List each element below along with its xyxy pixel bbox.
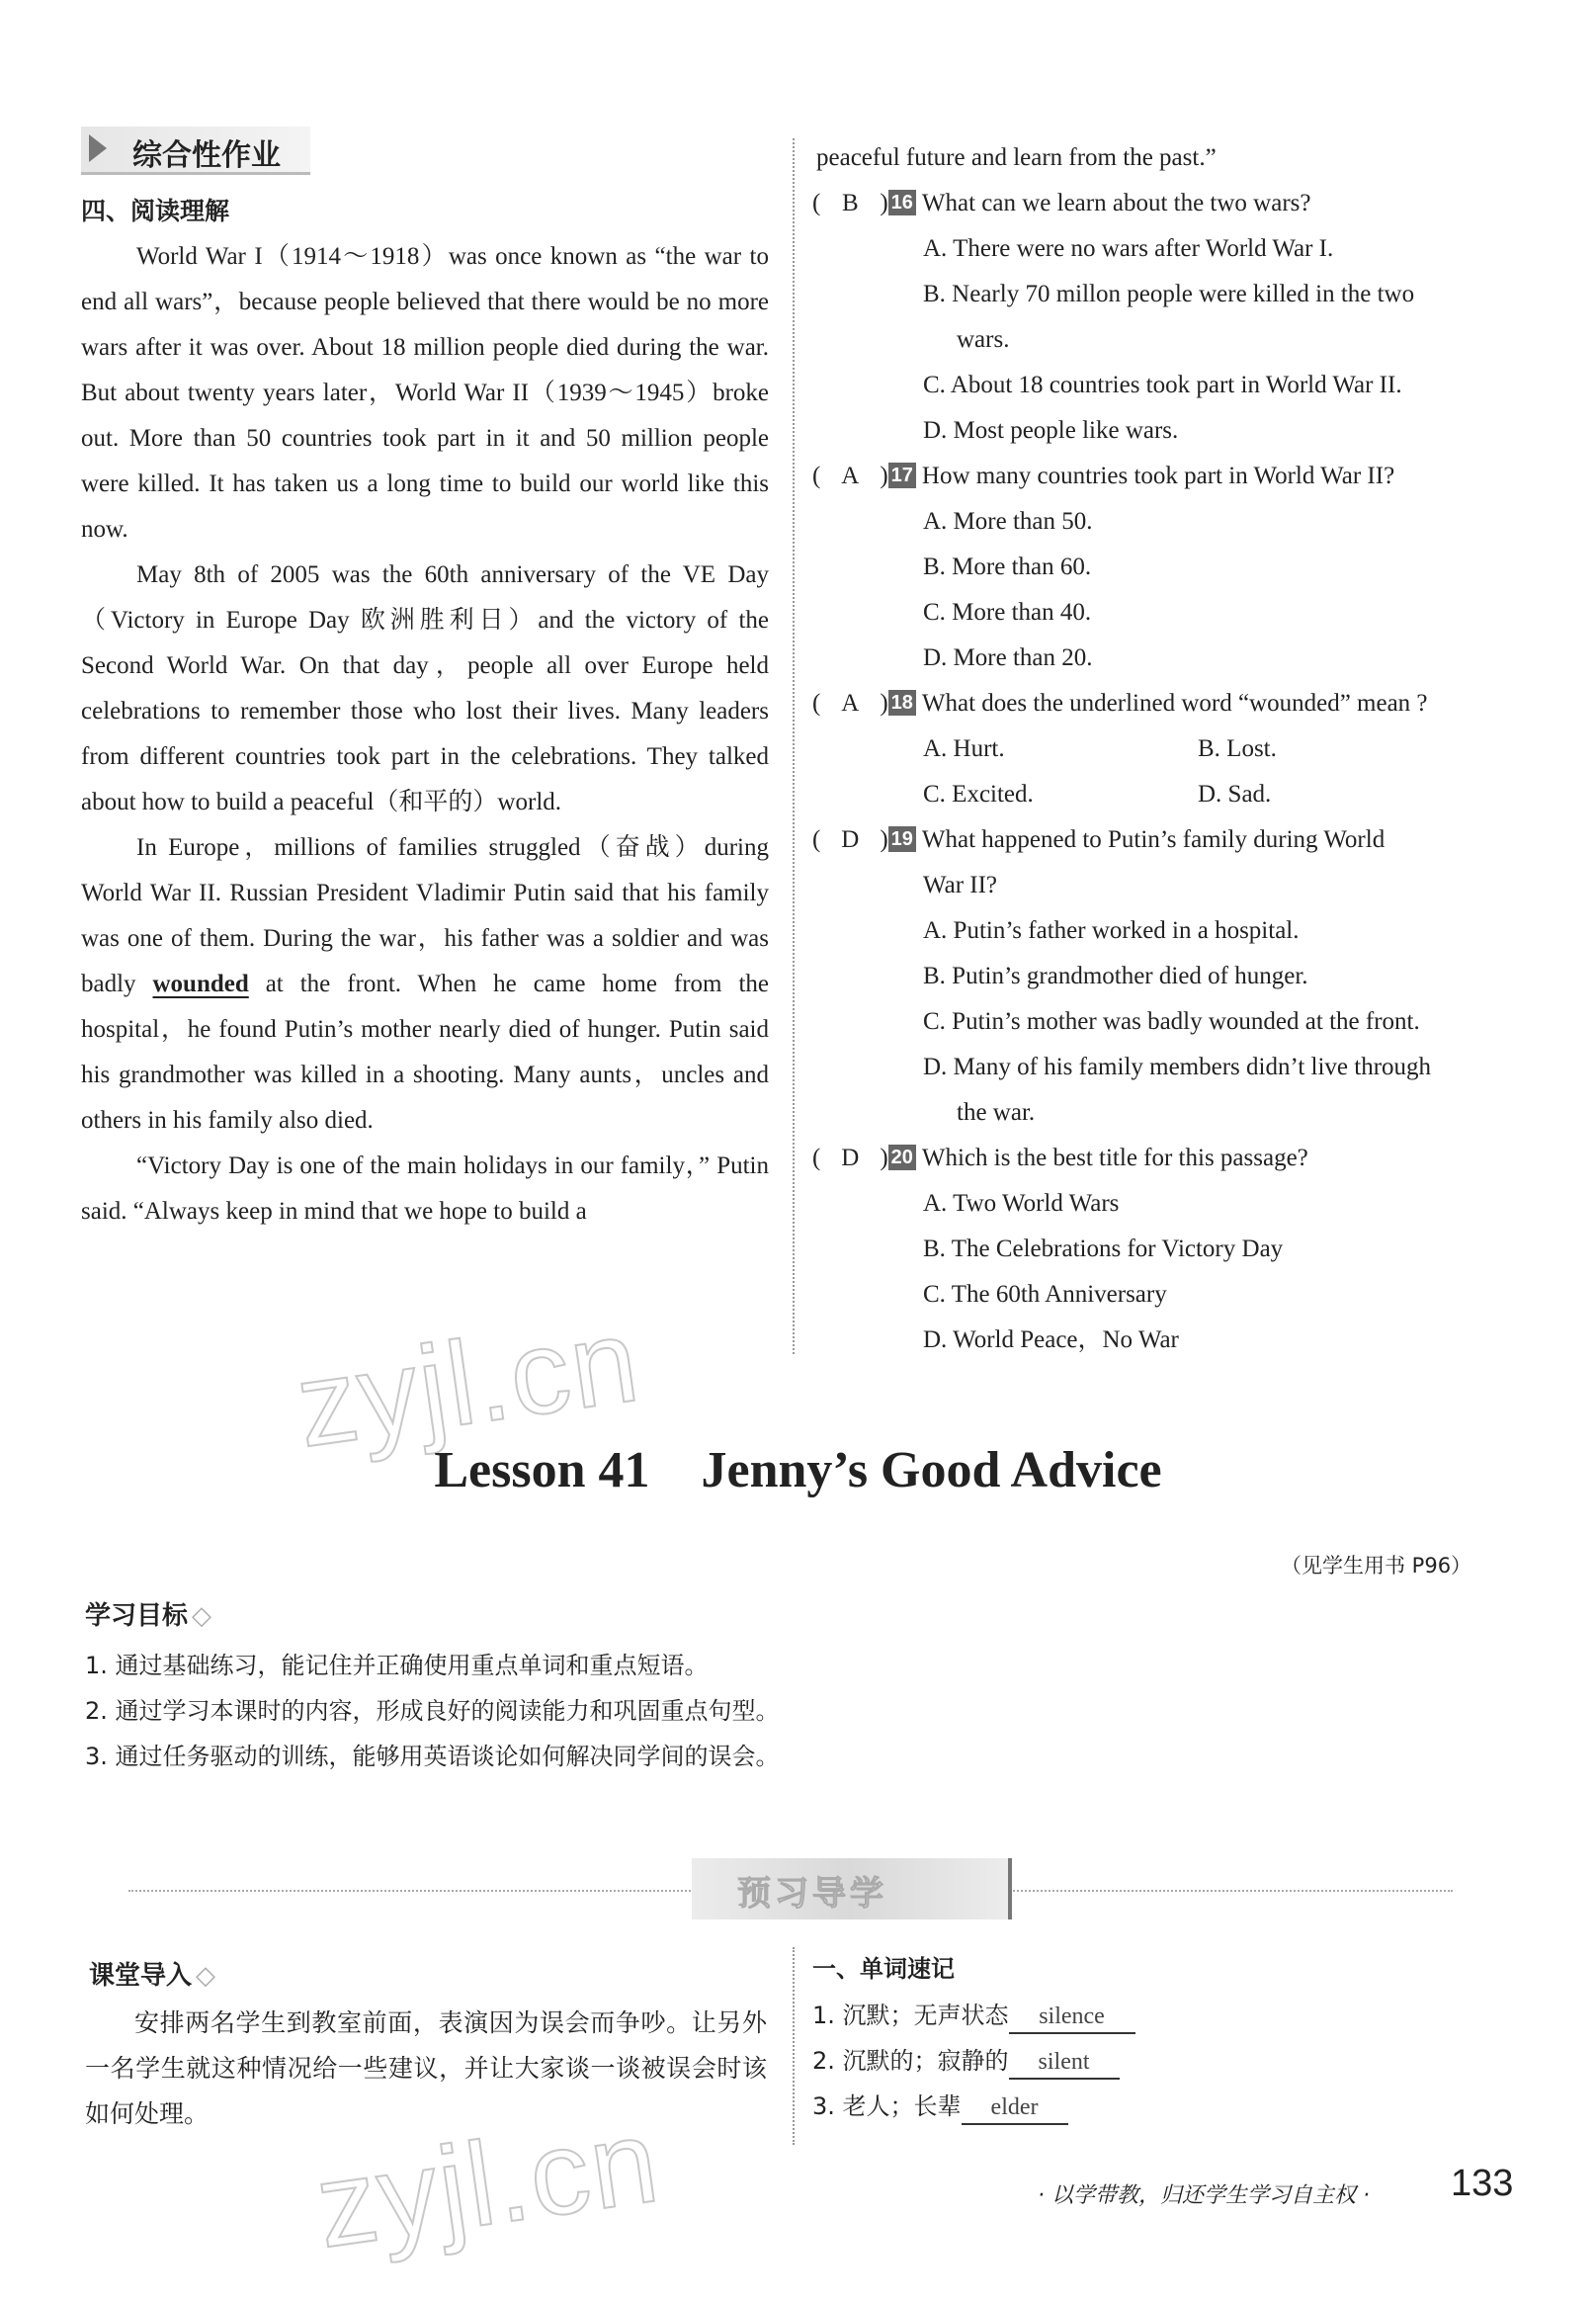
option: C. Putin’s mother was badly wounded at the front. <box>923 1008 1420 1035</box>
question-19: ( D ) 19 What happened to Putin’s family during World <box>812 817 1385 863</box>
underlined-word: wounded <box>152 971 249 997</box>
question-17: ( A ) 17 How many countries took part in World War II? <box>812 454 1394 499</box>
page-number: 133 <box>1451 2163 1514 2204</box>
book-reference: （见学生用书 P96） <box>1281 1554 1472 1578</box>
column-divider <box>793 138 795 1354</box>
diamond-icon: ◇ <box>196 1961 216 1991</box>
option: C. Excited. <box>923 781 1034 808</box>
option: B. The Celebrations for Victory Day <box>923 1236 1284 1262</box>
option: C. About 18 countries took part in World War II. <box>923 372 1402 398</box>
watermark: zyjl.cn <box>289 1293 648 1473</box>
vocab-list <box>812 1993 1135 2129</box>
question-number: 16 <box>888 190 916 215</box>
question-16: ( B ) 16 What can we learn about the two wars? <box>812 181 1311 226</box>
vocab-item: 1. 沉默；无声状态 silence <box>812 1993 1135 2038</box>
option: D. More than 20. <box>923 644 1093 671</box>
option: C. The 60th Anniversary <box>923 1281 1167 1308</box>
reading-heading: 四、阅读理解 <box>81 197 230 225</box>
reading-passage <box>81 234 769 1235</box>
vocab-answer[interactable]: silence <box>1009 2001 1135 2034</box>
section-badge <box>81 127 310 175</box>
option: A. Hurt. <box>923 735 1005 762</box>
option: D. Most people like wars. <box>923 417 1179 444</box>
option: D. World Peace，No War <box>923 1326 1179 1353</box>
question-18: ( A ) 18 What does the underlined word “wounded” mean ? <box>812 681 1428 726</box>
goal-item: 2. 通过学习本课时的内容，形成良好的阅读能力和巩固重点句型。 <box>85 1697 780 1725</box>
option: B. Putin’s grandmother died of hunger. <box>923 963 1308 989</box>
option: A. More than 50. <box>923 508 1093 535</box>
question-number: 20 <box>888 1145 916 1170</box>
badge-arrow-icon <box>89 134 107 162</box>
option: B. Nearly 70 millon people were killed in the two <box>923 281 1415 307</box>
option: D. Many of his family members didn’t live through <box>923 1054 1432 1080</box>
answer-18: A <box>841 690 860 717</box>
passage-paragraph-4: “Victory Day is one of the main holidays in our family，” Putin said. “Always keep in mind that we hope to build a <box>81 1152 769 1225</box>
vocab-item: 3. 老人；长辈 elder <box>812 2084 1135 2129</box>
option: wars. <box>957 326 1010 353</box>
diamond-icon: ◇ <box>192 1601 212 1631</box>
option: D. Sad. <box>1198 781 1272 808</box>
section-badge-label: 综合性作业 <box>132 138 281 173</box>
goals-heading: 学习目标 ◇ <box>85 1601 212 1631</box>
preview-banner <box>692 1858 1012 1919</box>
answer-20: D <box>841 1145 860 1171</box>
question-text-cont: War II? <box>923 872 998 898</box>
lesson-title: Lesson 41 Jenny’s Good Advice <box>434 1442 1162 1498</box>
answer-17: A <box>841 463 860 489</box>
option: A. Putin’s father worked in a hospital. <box>923 917 1300 944</box>
question-number: 17 <box>888 463 916 488</box>
question-20: ( D ) 20 Which is the best title for this passage? <box>812 1136 1308 1181</box>
option: A. Two World Wars <box>923 1190 1120 1217</box>
watermark: zyjl.cn <box>308 2093 668 2273</box>
question-number: 19 <box>888 826 916 852</box>
option: C. More than 40. <box>923 599 1092 626</box>
option: B. More than 60. <box>923 554 1092 580</box>
option: B. Lost. <box>1198 735 1277 762</box>
answer-19: D <box>841 826 860 853</box>
column-divider-lower <box>793 1947 795 2145</box>
intro-heading: 课堂导入 ◇ <box>89 1961 216 1991</box>
footer-slogan: · 以学带教，归还学生学习自主权 · <box>1038 2183 1370 2208</box>
question-number: 18 <box>888 690 916 716</box>
goal-item: 3. 通过任务驱动的训练，能够用英语谈论如何解决同学间的误会。 <box>85 1743 780 1770</box>
answer-16: B <box>841 190 859 216</box>
passage-paragraph-1: World War I（1914～1918）was once known as “the war to end all wars”，because people believed that there would be no more wars after it was over. About 18 million people died during the war. But about twenty years later，World War II（1939～1945）broke out. More than 50 countries took part in it and 50 million people were killed. It has taken us a long time to build our world like this now. <box>81 243 769 543</box>
passage-continued: peaceful future and learn from the past.” <box>816 144 1217 171</box>
option: A. There were no wars after World War I. <box>923 235 1334 262</box>
vocab-answer[interactable]: elder <box>962 2091 1068 2125</box>
passage-paragraph-3: In Europe，millions of families struggled（奋战）during World War II. Russian President Vladimir Putin said that his family was one of them. During the war，his father was a soldier and was badly wounded at the front. When he came home from the hospital，he found Putin’s mother nearly died of hunger. Putin said his grandmother was killed in a shooting. Many aunts，uncles and others in his family also died. <box>81 834 769 1134</box>
preview-banner-label: 预习导学 <box>737 1874 887 1914</box>
passage-paragraph-2: May 8th of 2005 was the 60th anniversary of the VE Day（Victory in Europe Day 欧洲胜利日）and the victory of the Second World War. On that day，people all over Europe held celebrations to remember those who lost their lives. Many leaders from different countries took part in the celebrations. They talked about how to build a peaceful（和平的）world. <box>81 561 769 815</box>
vocab-item: 2. 沉默的；寂静的 silent <box>812 2038 1135 2084</box>
vocab-answer[interactable]: silent <box>1009 2046 1120 2080</box>
goals-list <box>85 1643 780 1779</box>
intro-text: 安排两名学生到教室前面，表演因为误会而争吵。让另外一名学生就这种情况给一些建议，并让大家谈一谈被误会时该如何处理。 <box>85 2008 767 2128</box>
option: the war. <box>957 1099 1036 1126</box>
vocab-heading: 一、单词速记 <box>812 1955 955 1983</box>
goal-item: 1. 通过基础练习，能记住并正确使用重点单词和重点短语。 <box>85 1652 709 1679</box>
questions <box>812 181 1504 1367</box>
